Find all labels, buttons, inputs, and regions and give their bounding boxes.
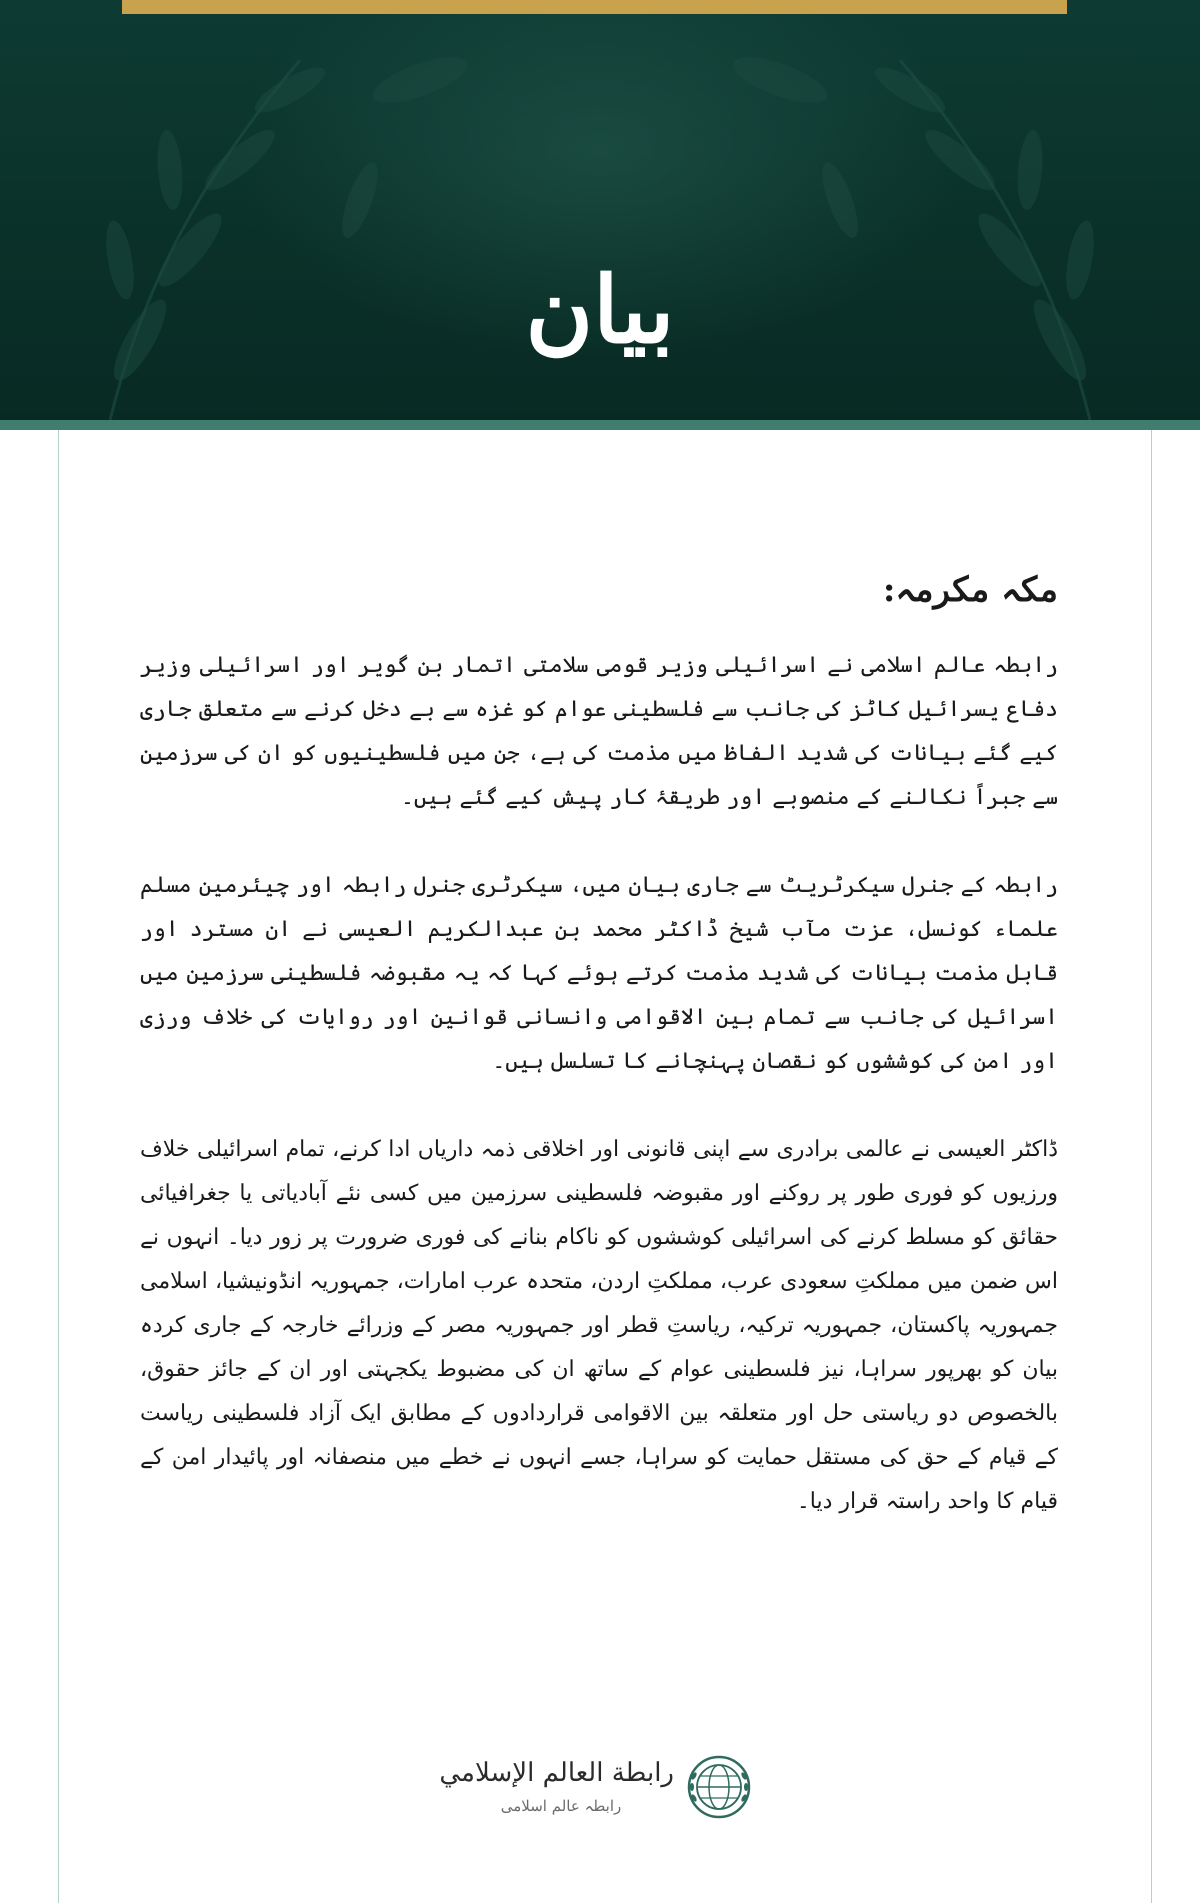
statement-body <box>140 560 1058 1568</box>
paragraph-3: ڈاکٹر العیسی نے عالمی برادری سے اپنی قانونی اور اخلاقی ذمہ داریاں ادا کرنے، تمام اسرائیلی خلاف ورزیوں کو فوری طور پر روکنے اور مقبوضہ فلسطینی سرزمین میں کسی نئے آبادیاتی یا جغرافیائی حقائق کو مسلط کرنے کی اسرائیلی کوششوں کو ناکام بنانے کی فوری ضرورت پر زور دیا۔ انہوں نے اس ضمن میں مملکتِ سعودی عرب، مملکتِ اردن، متحدہ عرب امارات، جمہوریہ انڈونیشیا، اسلامی جمہوریہ پاکستان، جمہوریہ ترکیہ، ریاستِ قطر اور جمہوریہ مصر کے وزرائے خارجہ کے جاری کردہ بیان کو بھرپور سراہا، نیز فلسطینی عوام کے ساتھ ان کی مضبوط یکجہتی اور ان کے جائز حقوق، بالخصوص دو ریاستی حل اور متعلقہ بین الاقوامی قراردادوں کے مطابق ایک آزاد فلسطینی ریاست کے قیام کے حق کی مستقل حمایت کو سراہا، جسے انہوں نے خطے میں منصفانہ اور پائیدار امن کے قیام کا واحد راستہ قرار دیا۔ <box>140 1137 1058 1514</box>
paragraph-2: رابطہ کے جنرل سیکرٹریٹ سے جاری بیان میں، سیکرٹری جنرل رابطہ اور چیئرمین مسلم علماء کونسل، عزت مآب شیخ ڈاکٹر محمد بن عبدالکریم العیسی نے ان مسترد اور قابل مذمت بیانات کی شدید مذمت کرتے ہوئے کہا کہ یہ مقبوضہ فلسطینی سرزمین میں اسرائیل کی جانب سے تمام بین الاقوامی وانسانی قوانین اور روایات کی خلاف ورزی اور امن کی کوششوں کو نقصان پہنچانے کا تسلسل ہیں۔ <box>140 873 1058 1074</box>
paragraph-1: رابطہ عالم اسلامی نے اسرائیلی وزیر قومی سلامتی اتمار بن گویر اور اسرائیلی وزیر دفاع یسرائیل کاٹز کی جانب سے فلسطینی عوام کو غزہ سے بے دخل کرنے سے متعلق جاری کیے گئے بیانات کی شدید الفاظ میں مذمت کی ہے، جن میں فلسطینیوں کو ان کی سرزمین سے جبراً نکالنے کے منصوبے اور طریقۂ کار پیش کیے گئے ہیں۔ <box>140 653 1058 810</box>
header-bottom-band <box>0 420 1200 430</box>
mwl-logo <box>439 1750 752 1834</box>
logo-arabic-text: رابطة العالم الإسلامي <box>439 1758 674 1788</box>
logo-urdu-text: رابطہ عالم اسلامی <box>500 1797 622 1815</box>
globe-emblem-icon <box>686 1754 752 1820</box>
page-title: بیان <box>525 256 675 364</box>
dateline: مکہ مکرمہ: <box>882 570 1058 610</box>
header-banner <box>0 0 1200 430</box>
